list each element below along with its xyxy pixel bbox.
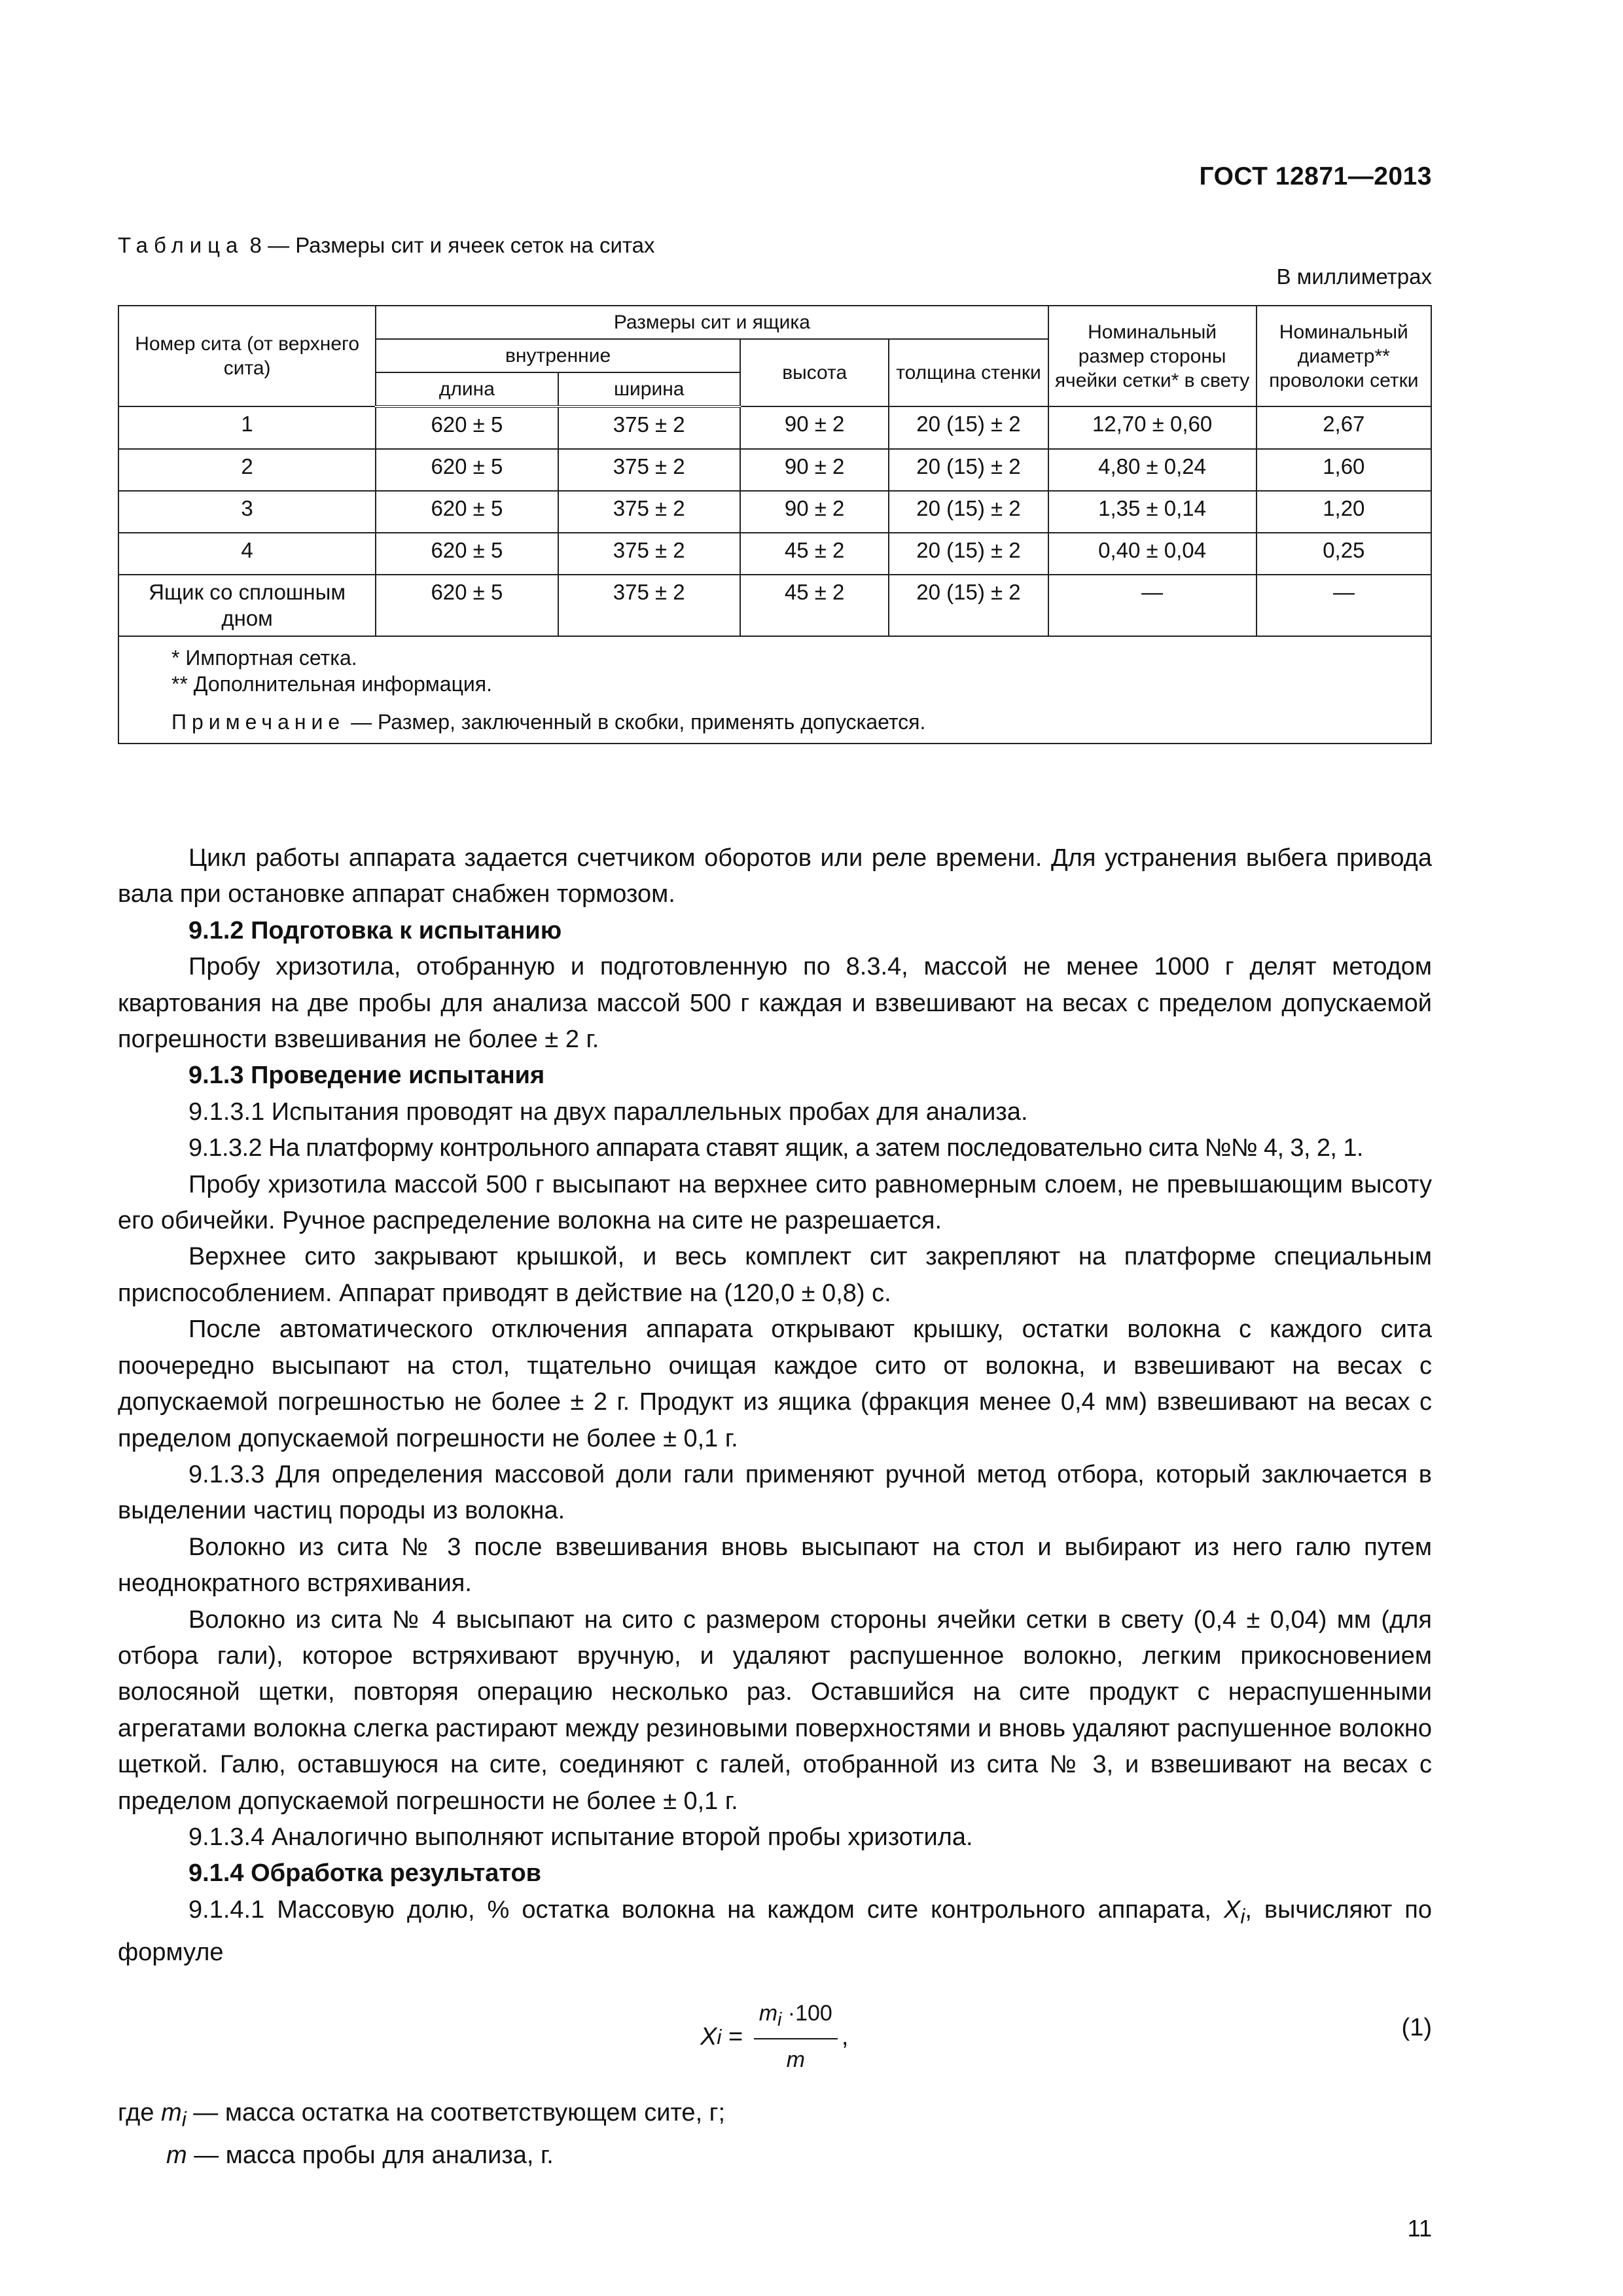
text-run: 9.1.4.1 Массовую долю, % остатка волокна на каждом сите контрольного аппарата, — [188, 1895, 1224, 1924]
table-cell: 20 (15) ± 2 — [889, 533, 1048, 575]
table-cell: 620 ± 5 — [376, 533, 558, 575]
header-width: ширина — [558, 372, 740, 406]
variable: X — [1223, 1895, 1241, 1924]
formula-lhs-subscript: i — [717, 2024, 722, 2049]
table-cell: 1 — [118, 406, 376, 449]
table-units: В миллиметрах — [1276, 264, 1432, 289]
header-dimensions-group: Размеры сит и ящика — [376, 306, 1048, 339]
table-caption — [118, 233, 655, 258]
table-cell: 4,80 ± 0,24 — [1048, 449, 1257, 491]
header-inner: внутренние — [376, 339, 740, 372]
table-cell: 620 ± 5 — [376, 575, 558, 636]
table-cell: 1,60 — [1257, 449, 1431, 491]
formula-comma: , — [841, 2022, 849, 2051]
paragraph: Пробу хризотила, отобранную и подготовленную по 8.3.4, массой не менее 1000 г делят методом квартования на две пробы для анализа массой 500 г каждая и взвешивают на весах с пределом допускаемой погрешности взвешивания не более ± 2 г. — [118, 953, 1432, 1054]
table-cell: 4 — [118, 533, 376, 575]
page-number: 11 — [1407, 2215, 1432, 2242]
section-heading-9-1-3: 9.1.3 Проведение испытания — [188, 1062, 545, 1090]
paragraph: 9.1.3.3 Для определения массовой доли гали применяют ручной метод отбора, который заключается в выделении частиц породы из волокна. — [118, 1460, 1432, 1525]
table-cell: 2,67 — [1257, 406, 1431, 449]
table-cell: 20 (15) ± 2 — [889, 575, 1048, 636]
table-caption-text: 8 — Размеры сит и ячеек сеток на ситах — [243, 233, 655, 257]
table-cell: 620 ± 5 — [376, 491, 558, 533]
paragraph: Цикл работы аппарата задается счетчиком оборотов или реле времени. Для устранения выбега привода вала при остановке аппарат снабжен тормозом. — [118, 844, 1432, 908]
table-cell: 90 ± 2 — [740, 491, 889, 533]
table-row — [118, 533, 1431, 575]
table-cell: 20 (15) ± 2 — [889, 406, 1048, 449]
text-run: — масса остатка на соответствующем сите, г; — [186, 2099, 726, 2127]
numerator-factor: ·100 — [781, 2001, 832, 2026]
header-wall-thickness: толщина стенки — [889, 339, 1048, 406]
table-cell: — — [1257, 575, 1431, 636]
table-cell: 2 — [118, 449, 376, 491]
header-length: длина — [376, 372, 558, 406]
table-row — [118, 575, 1431, 636]
subscript: i — [1240, 1904, 1245, 1928]
paragraph: 9.1.3.4 Аналогично выполняют испытание второй пробы хризотила. — [188, 1823, 973, 1851]
header-wire-diameter: Номинальный диаметр** проволоки сетки — [1257, 306, 1431, 406]
table-cell: 20 (15) ± 2 — [889, 449, 1048, 491]
subscript: i — [181, 2107, 187, 2131]
formula-expression — [700, 1996, 848, 2079]
variable: m — [166, 2142, 187, 2170]
paragraph-formula-intro — [118, 1892, 1432, 1971]
paragraph: 9.1.3.1 Испытания проводят на двух параллельных пробах для анализа. — [188, 1098, 1028, 1126]
table-row — [118, 491, 1431, 533]
paragraph: Пробу хризотила массой 500 г высыпают на верхнее сито равномерным слоем, не превышающим высоту его обичейки. Ручное распределение волокна на сите не разрешается. — [118, 1170, 1432, 1235]
header-sieve-number: Номер сита (от верхнего сита) — [118, 306, 376, 406]
header-height: высота — [740, 339, 889, 406]
table-cell: 375 ± 2 — [558, 533, 740, 575]
table-cell: 20 (15) ± 2 — [889, 491, 1048, 533]
paragraph: После автоматического отключения аппарата открывают крышку, остатки волокна с каждого сита поочередно высыпают на стол, тщательно очищая каждое сито от волокна, и взвешивают на весах с допускаемой погрешностью не более ± 2 г. Продукт из ящика (фракция менее 0,4 мм) взвешивают на весах с пределом допускаемой погрешности не более ± 0,1 г. — [118, 1316, 1432, 1452]
table-row — [118, 449, 1431, 491]
text-run: — масса пробы для анализа, г. — [187, 2142, 554, 2170]
table-cell: 0,40 ± 0,04 — [1048, 533, 1257, 575]
table-cell: 3 — [118, 491, 376, 533]
formula-equals: = — [721, 2022, 750, 2051]
table-notes — [118, 636, 1431, 744]
formula-denominator: m — [786, 2047, 805, 2073]
numerator-subscript: i — [777, 2009, 782, 2030]
paragraph: Волокно из сита № 3 после взвешивания вновь высыпают на стол и выбирают из него галю путем неоднократного встряхивания. — [118, 1533, 1432, 1598]
paragraph: Верхнее сито закрывают крышкой, и весь комплект сит закрепляют на платформе специальным приспособлением. Аппарат приводят в действие на (120,0 ± 0,8) с. — [118, 1243, 1432, 1307]
table-row — [118, 406, 1431, 449]
paragraph: 9.1.3.2 На платформу контрольного аппарата ставят ящик, а затем последовательно сита №№ 4, 3, 2, 1. — [188, 1134, 1363, 1162]
table-notes-row — [118, 636, 1431, 744]
table-cell: — — [1048, 575, 1257, 636]
document-id: ГОСТ 12871—2013 — [1199, 162, 1432, 190]
note-prefix: Примечание — [171, 710, 346, 734]
table-cell: 1,35 ± 0,14 — [1048, 491, 1257, 533]
note-text: — Размер, заключенный в скобки, применять допускается. — [345, 710, 926, 734]
table-cell: 90 ± 2 — [740, 406, 889, 449]
sieve-sizes-table — [118, 305, 1432, 744]
table-cell: 375 ± 2 — [558, 449, 740, 491]
table-cell: 375 ± 2 — [558, 491, 740, 533]
numerator-variable: m — [758, 2001, 778, 2026]
where-line-1 — [118, 2095, 1432, 2138]
table-cell: Ящик со сплошным дном — [118, 575, 376, 636]
formula-1 — [118, 1977, 1432, 2075]
variable: m — [161, 2099, 182, 2127]
footnote-imported-mesh: * Импортная сетка. — [171, 646, 357, 670]
footnote-additional-info: ** Дополнительная информация. — [171, 672, 493, 696]
where-line-2 — [118, 2138, 1432, 2174]
section-heading-9-1-2: 9.1.2 Подготовка к испытанию — [188, 916, 562, 944]
paragraph: Волокно из сита № 4 высыпают на сито с размером стороны ячейки сетки в свету (0,4 ± 0,04) мм (для отбора гали), которое встряхивают вручную, и удаляют распушенное волокно, легким прикосновением волосяной щетки, повторяя операцию несколько раз. Оставшийся на сите продукт с нераспушенными агрегатами волокна слегка растирают между резиновыми поверхностями и вновь удаляют распушенное волокно щеткой. Галю, оставшуюся на сите, соединяют с галей, отобранной из сита № 3, и взвешивают на весах с пределом допускаемой погрешности не более ± 0,1 г. — [118, 1605, 1432, 1815]
table-cell: 375 ± 2 — [558, 575, 740, 636]
section-heading-9-1-4: 9.1.4 Обработка результатов — [188, 1859, 542, 1888]
table-caption-prefix: Таблица — [118, 233, 244, 257]
table-cell: 45 ± 2 — [740, 575, 889, 636]
table-cell: 45 ± 2 — [740, 533, 889, 575]
table-note — [171, 709, 1378, 735]
body-text — [118, 840, 1432, 2174]
table-cell: 620 ± 5 — [376, 449, 558, 491]
header-mesh-size: Номинальный размер стороны ячейки сетки* в свету — [1048, 306, 1257, 406]
table-cell: 620 ± 5 — [376, 406, 558, 449]
formula-lhs: X — [700, 2022, 717, 2051]
table-cell: 0,25 — [1257, 533, 1431, 575]
text-run: , вычисляют по формуле — [118, 1895, 1432, 1966]
note-spacer — [171, 697, 1378, 709]
table-cell: 375 ± 2 — [558, 406, 740, 449]
table-cell: 1,20 — [1257, 491, 1431, 533]
formula-number: (1) — [1401, 2014, 1432, 2042]
table-cell: 12,70 ± 0,60 — [1048, 406, 1257, 449]
table-cell: 90 ± 2 — [740, 449, 889, 491]
formula-numerator — [754, 1996, 838, 2039]
text-run: где — [118, 2099, 162, 2127]
formula-fraction — [754, 1996, 838, 2079]
